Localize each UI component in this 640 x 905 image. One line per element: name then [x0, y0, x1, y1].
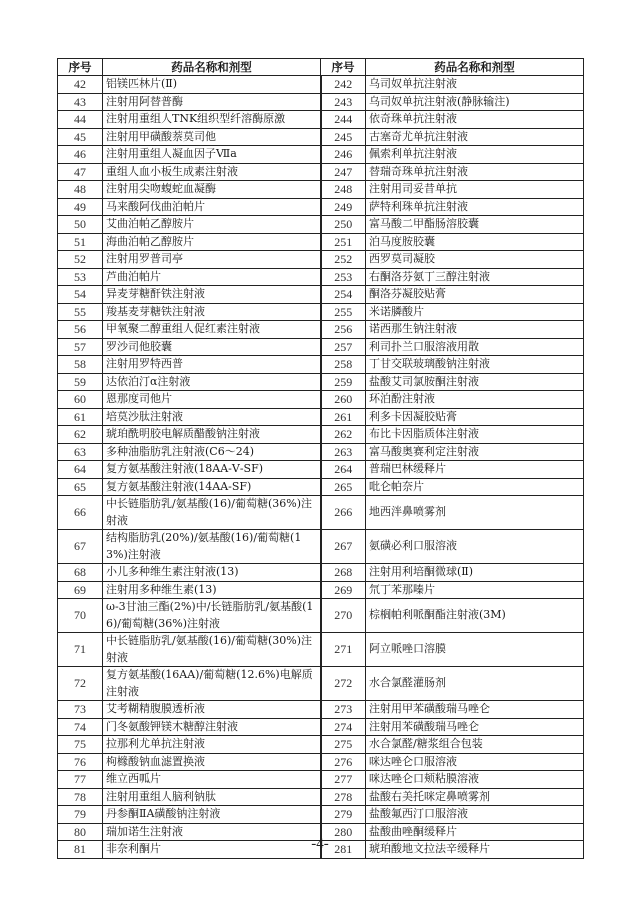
- table-row: [58, 426, 584, 444]
- table-row: [58, 530, 584, 564]
- left-drug-name-cell: ω-3甘油三酯(2%)中/长链脂肪乳/氨基酸(16)/葡萄糖(36%)注射液: [103, 599, 321, 633]
- right-drug-name-cell: 右酮洛芬氨丁三醇注射液: [366, 268, 584, 286]
- right-number-cell: 272: [321, 667, 366, 701]
- left-drug-name-cell: 瑞加诺生注射液: [103, 823, 321, 841]
- left-number-cell: 65: [58, 478, 103, 496]
- right-number-cell: 268: [321, 564, 366, 582]
- right-number-cell: 278: [321, 788, 366, 806]
- right-number-cell: 257: [321, 338, 366, 356]
- table-row: [58, 93, 584, 111]
- left-drug-name-cell: 培莫沙肽注射液: [103, 408, 321, 426]
- left-drug-name-cell: 非奈利酮片: [103, 841, 321, 859]
- left-drug-name-cell: 多种油脂肪乳注射液(C6～24): [103, 443, 321, 461]
- left-number-cell: 68: [58, 564, 103, 582]
- left-drug-name-cell: 维立西呱片: [103, 771, 321, 789]
- right-number-cell: 248: [321, 181, 366, 199]
- left-drug-name-cell: 海曲泊帕乙醇胺片: [103, 233, 321, 251]
- right-drug-name-cell: 泊马度胺胶囊: [366, 233, 584, 251]
- left-drug-name-cell: 小儿多种维生素注射液(13): [103, 564, 321, 582]
- left-number-cell: 52: [58, 251, 103, 269]
- right-drug-name-cell: 布比卡因脂质体注射液: [366, 426, 584, 444]
- left-drug-name-cell: 中长链脂肪乳/氨基酸(16)/葡萄糖(30%)注射液: [103, 633, 321, 667]
- right-number-cell: 245: [321, 128, 366, 146]
- right-drug-name-cell: 地西泮鼻喷雾剂: [366, 496, 584, 530]
- left-drug-name-cell: 艾曲泊帕乙醇胺片: [103, 216, 321, 234]
- left-drug-name-cell: 达依泊汀α注射液: [103, 373, 321, 391]
- left-number-cell: 62: [58, 426, 103, 444]
- right-number-cell: 246: [321, 146, 366, 164]
- left-drug-name-cell: 芦曲泊帕片: [103, 268, 321, 286]
- right-number-cell: 276: [321, 753, 366, 771]
- left-drug-name-cell: 枸橼酸钠血滤置换液: [103, 753, 321, 771]
- table-row: [58, 286, 584, 304]
- left-number-cell: 78: [58, 788, 103, 806]
- left-number-cell: 57: [58, 338, 103, 356]
- table-row: [58, 268, 584, 286]
- table-row: [58, 76, 584, 94]
- table-row: [58, 667, 584, 701]
- right-drug-name-cell: 盐酸曲唑酮缓释片: [366, 823, 584, 841]
- table-row: [58, 408, 584, 426]
- drug-list-table: [57, 58, 584, 859]
- table-row: [58, 128, 584, 146]
- right-number-cell: 261: [321, 408, 366, 426]
- left-number-cell: 63: [58, 443, 103, 461]
- right-number-cell: 243: [321, 93, 366, 111]
- right-drug-name-cell: 乌司奴单抗注射液: [366, 76, 584, 94]
- table-row: [58, 443, 584, 461]
- table-row: [58, 771, 584, 789]
- right-drug-name-cell: 注射用甲苯磺酸瑞马唑仑: [366, 701, 584, 719]
- right-drug-name-cell: 萨特利珠单抗注射液: [366, 198, 584, 216]
- left-number-cell: 60: [58, 391, 103, 409]
- right-number-cell: 250: [321, 216, 366, 234]
- table-row: [58, 321, 584, 339]
- right-drug-name-cell: 水合氯醛灌肠剂: [366, 667, 584, 701]
- left-number-cell: 66: [58, 496, 103, 530]
- right-number-cell: 274: [321, 718, 366, 736]
- left-drug-name-cell: 注射用多种维生素(13): [103, 581, 321, 599]
- left-number-cell: 49: [58, 198, 103, 216]
- table-row: [58, 233, 584, 251]
- document-page: [57, 58, 583, 859]
- left-number-cell: 71: [58, 633, 103, 667]
- left-drug-name-cell: 异麦芽糖酐铁注射液: [103, 286, 321, 304]
- table-row: [58, 163, 584, 181]
- right-number-cell: 255: [321, 303, 366, 321]
- left-drug-name-cell: 注射用重组人TNK组织型纤溶酶原激: [103, 111, 321, 129]
- left-number-cell: 46: [58, 146, 103, 164]
- right-number-cell: 254: [321, 286, 366, 304]
- right-drug-name-cell: 盐酸右美托咪定鼻喷雾剂: [366, 788, 584, 806]
- right-number-cell: 280: [321, 823, 366, 841]
- right-number-cell: 273: [321, 701, 366, 719]
- right-number-cell: 279: [321, 806, 366, 824]
- page-number: -4-: [311, 836, 329, 852]
- left-number-cell: 45: [58, 128, 103, 146]
- right-drug-name-cell: 乌司奴单抗注射液(静脉输注): [366, 93, 584, 111]
- left-number-cell: 48: [58, 181, 103, 199]
- table-row: [58, 146, 584, 164]
- left-number-cell: 74: [58, 718, 103, 736]
- right-number-cell: 266: [321, 496, 366, 530]
- left-drug-name-cell: 注射用尖吻蝮蛇血凝酶: [103, 181, 321, 199]
- table-row: [58, 633, 584, 667]
- left-number-cell: 56: [58, 321, 103, 339]
- left-drug-name-cell: 重组人血小板生成素注射液: [103, 163, 321, 181]
- left-number-cell: 67: [58, 530, 103, 564]
- right-drug-name-cell: 注射用司妥昔单抗: [366, 181, 584, 199]
- left-number-cell: 72: [58, 667, 103, 701]
- right-drug-name-cell: 咪达唑仑口颊粘膜溶液: [366, 771, 584, 789]
- right-drug-name-cell: 氘丁苯那嗪片: [366, 581, 584, 599]
- right-drug-name-cell: 富马酸二甲酯肠溶胶囊: [366, 216, 584, 234]
- right-drug-name-cell: 盐酸氟西汀口服溶液: [366, 806, 584, 824]
- right-drug-name-cell: 丁甘交联玻璃酸钠注射液: [366, 356, 584, 374]
- right-drug-name-cell: 依奇珠单抗注射液: [366, 111, 584, 129]
- right-number-cell: 258: [321, 356, 366, 374]
- right-drug-name-cell: 环泊酚注射液: [366, 391, 584, 409]
- header-left-number: 序号: [58, 59, 103, 76]
- table-body: [58, 76, 584, 859]
- table-row: [58, 338, 584, 356]
- right-drug-name-cell: 西罗莫司凝胶: [366, 251, 584, 269]
- right-drug-name-cell: 酮洛芬凝胶贴膏: [366, 286, 584, 304]
- left-number-cell: 51: [58, 233, 103, 251]
- left-number-cell: 61: [58, 408, 103, 426]
- right-number-cell: 277: [321, 771, 366, 789]
- table-row: [58, 788, 584, 806]
- left-number-cell: 69: [58, 581, 103, 599]
- right-number-cell: 242: [321, 76, 366, 94]
- left-drug-name-cell: 门冬氨酸钾镁木糖醇注射液: [103, 718, 321, 736]
- left-number-cell: 47: [58, 163, 103, 181]
- table-row: [58, 478, 584, 496]
- right-drug-name-cell: 诺西那生钠注射液: [366, 321, 584, 339]
- left-number-cell: 64: [58, 461, 103, 479]
- right-number-cell: 259: [321, 373, 366, 391]
- right-drug-name-cell: 注射用苯磺酸瑞马唑仑: [366, 718, 584, 736]
- left-number-cell: 73: [58, 701, 103, 719]
- right-drug-name-cell: 盐酸艾司氯胺酮注射液: [366, 373, 584, 391]
- right-number-cell: 247: [321, 163, 366, 181]
- left-drug-name-cell: 恩那度司他片: [103, 391, 321, 409]
- left-drug-name-cell: 罗沙司他胶囊: [103, 338, 321, 356]
- right-drug-name-cell: 佩索利单抗注射液: [366, 146, 584, 164]
- left-number-cell: 43: [58, 93, 103, 111]
- table-header-row: [58, 59, 584, 76]
- left-drug-name-cell: 注射用甲磺酸萘莫司他: [103, 128, 321, 146]
- left-number-cell: 54: [58, 286, 103, 304]
- header-right-drug-name: 药品名称和剂型: [366, 59, 584, 76]
- left-drug-name-cell: 复方氨基酸注射液(18AA-Ⅴ-SF): [103, 461, 321, 479]
- left-number-cell: 59: [58, 373, 103, 391]
- left-number-cell: 50: [58, 216, 103, 234]
- left-number-cell: 58: [58, 356, 103, 374]
- right-number-cell: 253: [321, 268, 366, 286]
- right-drug-name-cell: 米诺膦酸片: [366, 303, 584, 321]
- left-number-cell: 42: [58, 76, 103, 94]
- table-row: [58, 356, 584, 374]
- header-left-drug-name: 药品名称和剂型: [103, 59, 321, 76]
- left-drug-name-cell: 铝镁匹林片(Ⅱ): [103, 76, 321, 94]
- right-drug-name-cell: 替瑞奇珠单抗注射液: [366, 163, 584, 181]
- left-drug-name-cell: 拉那利尤单抗注射液: [103, 736, 321, 754]
- left-drug-name-cell: 注射用罗普司亭: [103, 251, 321, 269]
- table-row: [58, 251, 584, 269]
- right-number-cell: 269: [321, 581, 366, 599]
- left-number-cell: 79: [58, 806, 103, 824]
- table-row: [58, 181, 584, 199]
- right-number-cell: 251: [321, 233, 366, 251]
- table-row: [58, 753, 584, 771]
- right-number-cell: 281: [321, 841, 366, 859]
- right-drug-name-cell: 阿立哌唑口溶膜: [366, 633, 584, 667]
- left-number-cell: 77: [58, 771, 103, 789]
- left-drug-name-cell: 丹参酮ⅡA磺酸钠注射液: [103, 806, 321, 824]
- right-number-cell: 262: [321, 426, 366, 444]
- table-row: [58, 599, 584, 633]
- right-drug-name-cell: 利司扑兰口服溶液用散: [366, 338, 584, 356]
- right-number-cell: 270: [321, 599, 366, 633]
- left-drug-name-cell: 注射用重组人凝血因子Ⅶa: [103, 146, 321, 164]
- left-drug-name-cell: 中长链脂肪乳/氨基酸(16)/葡萄糖(36%)注射液: [103, 496, 321, 530]
- right-number-cell: 275: [321, 736, 366, 754]
- left-drug-name-cell: 注射用重组人脑利钠肽: [103, 788, 321, 806]
- table-row: [58, 564, 584, 582]
- table-row: [58, 111, 584, 129]
- left-drug-name-cell: 琥珀酰明胶电解质醋酸钠注射液: [103, 426, 321, 444]
- left-number-cell: 76: [58, 753, 103, 771]
- left-drug-name-cell: 注射用罗特西普: [103, 356, 321, 374]
- table-row: [58, 581, 584, 599]
- table-row: [58, 461, 584, 479]
- left-drug-name-cell: 复方氨基酸注射液(14AA-SF): [103, 478, 321, 496]
- right-number-cell: 271: [321, 633, 366, 667]
- left-drug-name-cell: 复方氨基酸(16AA)/葡萄糖(12.6%)电解质注射液: [103, 667, 321, 701]
- right-number-cell: 265: [321, 478, 366, 496]
- right-number-cell: 260: [321, 391, 366, 409]
- table-row: [58, 198, 584, 216]
- left-number-cell: 70: [58, 599, 103, 633]
- right-number-cell: 252: [321, 251, 366, 269]
- left-number-cell: 75: [58, 736, 103, 754]
- left-drug-name-cell: 艾考糊精腹膜透析液: [103, 701, 321, 719]
- table-row: [58, 303, 584, 321]
- table-row: [58, 806, 584, 824]
- table-row: [58, 496, 584, 530]
- table-row: [58, 216, 584, 234]
- right-number-cell: 267: [321, 530, 366, 564]
- right-drug-name-cell: 氨磺必利口服溶液: [366, 530, 584, 564]
- right-number-cell: 264: [321, 461, 366, 479]
- left-drug-name-cell: 注射用阿替普酶: [103, 93, 321, 111]
- right-drug-name-cell: 注射用利培酮微球(Ⅱ): [366, 564, 584, 582]
- left-number-cell: 81: [58, 841, 103, 859]
- left-drug-name-cell: 羧基麦芽糖铁注射液: [103, 303, 321, 321]
- right-number-cell: 263: [321, 443, 366, 461]
- right-drug-name-cell: 琥珀酸地文拉法辛缓释片: [366, 841, 584, 859]
- left-number-cell: 80: [58, 823, 103, 841]
- right-drug-name-cell: 古塞奇尤单抗注射液: [366, 128, 584, 146]
- left-number-cell: 44: [58, 111, 103, 129]
- table-row: [58, 391, 584, 409]
- left-number-cell: 55: [58, 303, 103, 321]
- table-row: [58, 701, 584, 719]
- left-drug-name-cell: 马来酸阿伐曲泊帕片: [103, 198, 321, 216]
- right-drug-name-cell: 利多卡因凝胶贴膏: [366, 408, 584, 426]
- right-number-cell: 244: [321, 111, 366, 129]
- left-drug-name-cell: 结构脂肪乳(20%)/氨基酸(16)/葡萄糖(13%)注射液: [103, 530, 321, 564]
- table-row: [58, 736, 584, 754]
- right-number-cell: 256: [321, 321, 366, 339]
- right-drug-name-cell: 普瑞巴林缓释片: [366, 461, 584, 479]
- right-drug-name-cell: 棕榈帕利哌酮酯注射液(3M): [366, 599, 584, 633]
- right-drug-name-cell: 咪达唑仑口服溶液: [366, 753, 584, 771]
- table-row: [58, 718, 584, 736]
- right-drug-name-cell: 富马酸奥赛利定注射液: [366, 443, 584, 461]
- left-drug-name-cell: 甲氧聚二醇重组人促红素注射液: [103, 321, 321, 339]
- left-number-cell: 53: [58, 268, 103, 286]
- right-drug-name-cell: 吡仑帕奈片: [366, 478, 584, 496]
- right-number-cell: 249: [321, 198, 366, 216]
- header-right-number: 序号: [321, 59, 366, 76]
- table-row: [58, 373, 584, 391]
- right-drug-name-cell: 水合氯醛/糖浆组合包装: [366, 736, 584, 754]
